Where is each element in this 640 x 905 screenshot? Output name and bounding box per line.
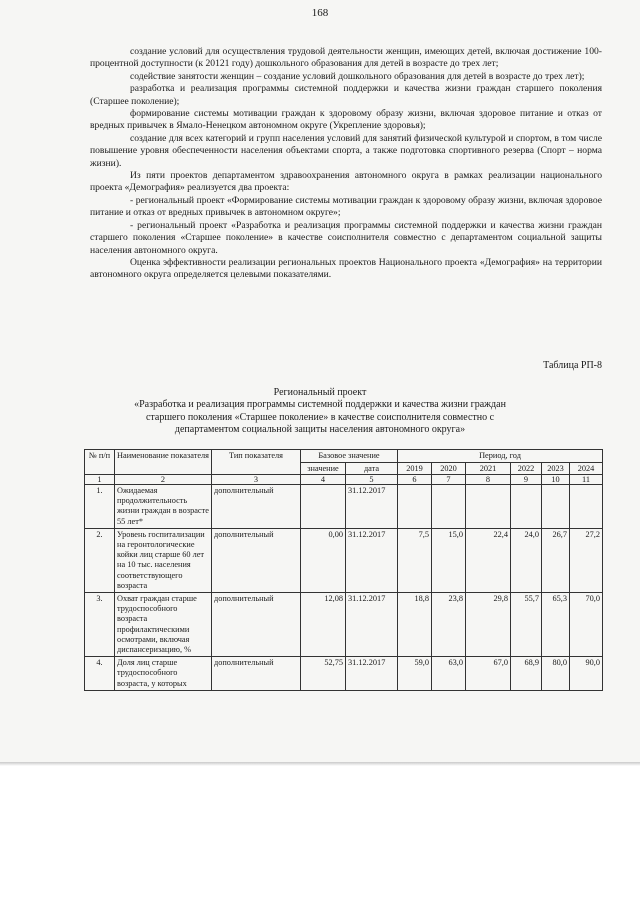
row-year-value [542, 485, 570, 529]
paragraph: разработка и реализация программы системной поддержки и качества жизни граждан старшего поколения (Старшее поколение); [90, 83, 602, 107]
header-year: 2024 [570, 462, 603, 475]
row-date: 31.12.2017 [346, 593, 398, 657]
table-title-line: «Разработка и реализация программы системной поддержки и качества жизни граждан [134, 399, 506, 411]
row-year-value [398, 485, 432, 529]
row-year-value: 67,0 [466, 657, 511, 691]
paragraph: создание условий для осуществления трудовой деятельности женщин, имеющих детей, включая достижение 100-процентной доступности (к 20121 году) дошкольного образования для детей в возрасте до трех лет; [90, 46, 602, 70]
row-date: 31.12.2017 [346, 657, 398, 691]
row-year-value: 70,0 [570, 593, 603, 657]
column-number: 7 [432, 475, 466, 485]
row-num: 1. [85, 485, 115, 529]
header-value: значение [301, 462, 346, 475]
row-year-value: 26,7 [542, 528, 570, 592]
column-number: 2 [115, 475, 212, 485]
table-caption: Таблица РП-8 [543, 360, 602, 371]
row-name: Доля лиц старше трудоспособного возраста, у которых [115, 657, 212, 691]
header-type: Тип показателя [212, 450, 301, 475]
row-year-value: 7,5 [398, 528, 432, 592]
table-row [85, 593, 603, 657]
column-number: 6 [398, 475, 432, 485]
page-number: 168 [311, 7, 329, 19]
row-year-value: 80,0 [542, 657, 570, 691]
row-year-value: 15,0 [432, 528, 466, 592]
table-row [85, 485, 603, 529]
row-year-value: 27,2 [570, 528, 603, 592]
row-year-value: 68,9 [511, 657, 542, 691]
table-title-line: департаментом социальной защиты населения автономного округа» [174, 424, 466, 436]
header-year: 2019 [398, 462, 432, 475]
paragraph: - региональный проект «Разработка и реализация программы системной поддержки и качества жизни граждан старшего поколения «Старшее поколение» в качестве соисполнителя совместно с департаментом социальной защиты населения автономного округа. [90, 219, 602, 256]
row-year-value [570, 485, 603, 529]
row-name: Уровень госпитализации на геронтологические койки лиц старше 60 лет на 10 тыс. населения соответствующего возраста [115, 528, 212, 592]
row-year-value: 55,7 [511, 593, 542, 657]
paragraph: Из пяти проектов департаментом здравоохранения автономного округа в рамках реализации национального проекта «Демография» реализуется два проекта: [90, 170, 602, 194]
page-edge [0, 762, 640, 766]
row-year-value: 59,0 [398, 657, 432, 691]
row-type: дополнительный [212, 657, 301, 691]
table-title-line: старшего поколения «Старшее поколение» в качестве соисполнителя совместно с [145, 411, 495, 423]
row-name: Охват граждан старше трудоспособного возраста профилактическими осмотрами, включая диспансеризацию, % [115, 593, 212, 657]
column-number: 11 [570, 475, 603, 485]
header-name: Наименование показателя [115, 450, 212, 475]
row-value: 0,00 [301, 528, 346, 592]
body-text [90, 46, 602, 282]
row-year-value [511, 485, 542, 529]
row-value: 52,75 [301, 657, 346, 691]
paragraph: - региональный проект «Формирование системы мотивации граждан к здоровому образу жизни, включая здоровое питание и отказ от вредных привычек в автономном округе»; [90, 194, 602, 219]
column-number: 9 [511, 475, 542, 485]
row-num: 2. [85, 528, 115, 592]
row-value [301, 485, 346, 529]
column-number: 4 [301, 475, 346, 485]
header-date: дата [346, 462, 398, 475]
row-type: дополнительный [212, 485, 301, 529]
column-number-row [85, 475, 603, 485]
header-year: 2020 [432, 462, 466, 475]
row-num: 4. [85, 657, 115, 691]
header-num: № п/п [85, 450, 115, 475]
header-base: Базовое значение [301, 450, 398, 463]
paragraph: создание для всех категорий и групп населения условий для занятий физической культурой и спортом, в том числе повышение уровня обеспеченности населения объектами спорта, а также подготовка спортивного резерва (Спорт – норма жизни). [90, 132, 602, 169]
column-number: 10 [542, 475, 570, 485]
row-year-value: 90,0 [570, 657, 603, 691]
row-year-value: 22,4 [466, 528, 511, 592]
row-value: 12,08 [301, 593, 346, 657]
table-title-line: Региональный проект [273, 387, 367, 398]
header-year: 2023 [542, 462, 570, 475]
column-number: 3 [212, 475, 301, 485]
indicator-table [84, 449, 603, 691]
row-num: 3. [85, 593, 115, 657]
row-year-value: 23,8 [432, 593, 466, 657]
column-number: 5 [346, 475, 398, 485]
paragraph: Оценка эффективности реализации региональных проектов Национального проекта «Демография» на территории автономного округа определяется целевыми показателями. [90, 256, 602, 281]
paragraph: содействие занятости женщин – создание условий дошкольного образования для детей в возрасте до трех лет); [130, 70, 585, 82]
row-type: дополнительный [212, 528, 301, 592]
row-date: 31.12.2017 [346, 528, 398, 592]
row-year-value: 65,3 [542, 593, 570, 657]
row-year-value [432, 485, 466, 529]
header-year: 2021 [466, 462, 511, 475]
row-year-value: 29,8 [466, 593, 511, 657]
paragraph: формирование системы мотивации граждан к здоровому образу жизни, включая здоровое питание и отказ от вредных привычек в Ямало-Ненецком автономном округе (Укрепление здоровья); [90, 108, 602, 132]
row-year-value: 18,8 [398, 593, 432, 657]
row-name: Ожидаемая продолжительность жизни граждан в возрасте 55 лет* [115, 485, 212, 529]
row-date: 31.12.2017 [346, 485, 398, 529]
column-number: 1 [85, 475, 115, 485]
header-year: 2022 [511, 462, 542, 475]
row-year-value [466, 485, 511, 529]
table-row [85, 528, 603, 592]
table-row [85, 657, 603, 691]
header-period: Период, год [398, 450, 603, 463]
row-type: дополнительный [212, 593, 301, 657]
column-number: 8 [466, 475, 511, 485]
row-year-value: 24,0 [511, 528, 542, 592]
row-year-value: 63,0 [432, 657, 466, 691]
table-title [100, 387, 540, 437]
